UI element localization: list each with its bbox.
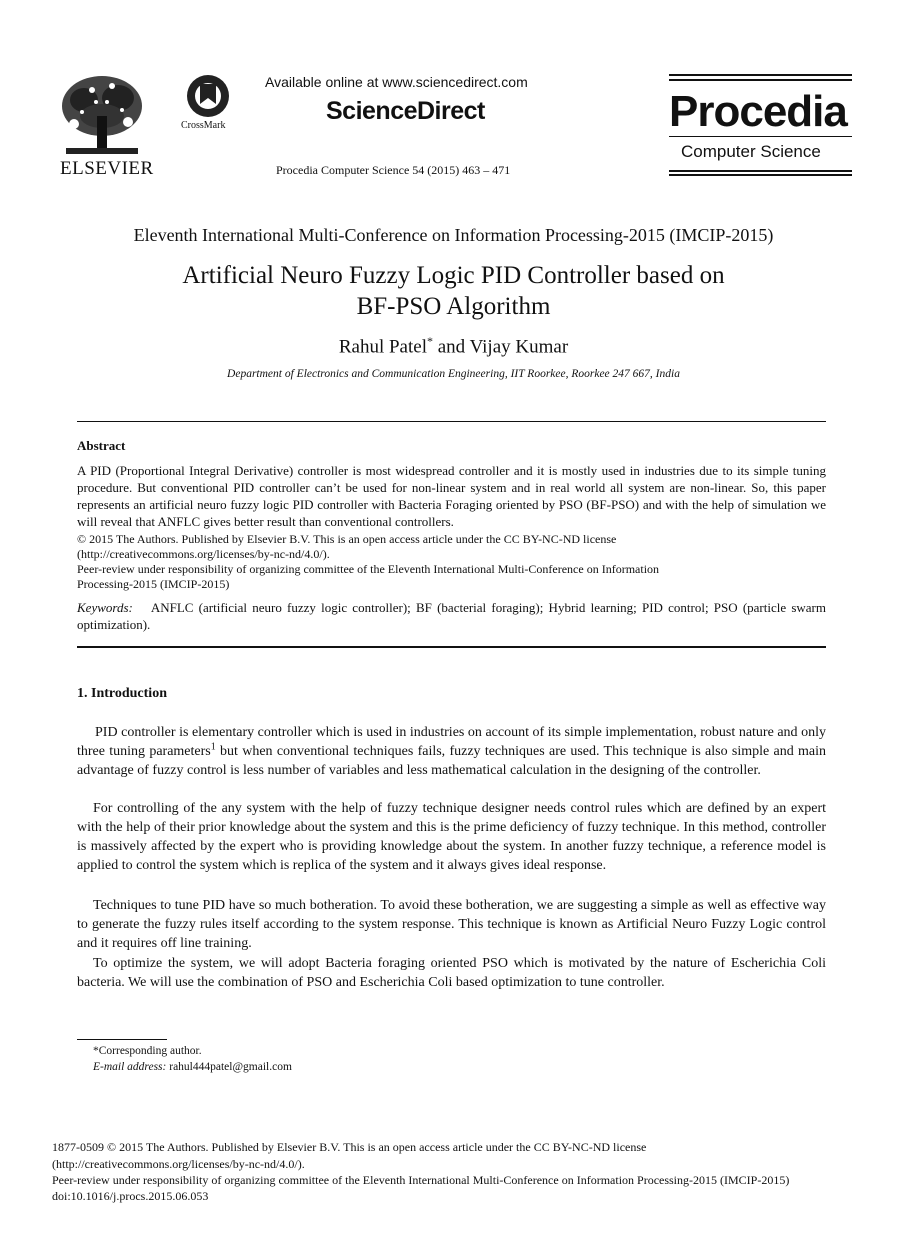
intro-paragraph-1-text-a: PID controller is elementary controller which is used in industries on account of its simple implementation, robust nature and only three tuning parameters (77, 725, 826, 759)
intro-paragraph-4: To optimize the system, we will adopt Bacteria foraging oriented PSO which is motivated by the nature of Escherichia Coli bacteria. We will use the combination of PSO and Escherichia Coli based optimization to tune controller. (77, 956, 826, 990)
email-note (93, 1061, 292, 1073)
intro-paragraph-1 (77, 723, 826, 780)
keywords (77, 599, 826, 633)
paper-title-line2: BF-PSO Algorithm (356, 293, 551, 320)
footer-license-link[interactable]: (http://creativecommons.org/licenses/by-nc-nd/4.0/). (52, 1157, 305, 1171)
footer-issn-line: 1877-0509 © 2015 The Authors. Published by Elsevier B.V. This is an open access article under the CC BY-NC-ND license (52, 1140, 647, 1154)
intro-paragraph-3: Techniques to tune PID have so much botheration. To avoid these botheration, we are suggesting a simple as well as effective way to generate the fuzzy rules itself according to the system response. This technique is known as Artificial Neuro Fuzzy Logic control and it requires off line training. (77, 898, 826, 951)
crossmark-label: CrossMark (181, 120, 226, 131)
procedia-logo (669, 74, 852, 176)
journal-reference: Procedia Computer Science 54 (2015) 463 – 471 (276, 163, 511, 177)
peer-review-line2: Processing-2015 (IMCIP-2015) (77, 577, 230, 591)
email-label: E-mail address: (93, 1061, 167, 1073)
conference-name: Eleventh International Multi-Conference on Information Processing-2015 (IMCIP-2015) (133, 225, 774, 245)
crossmark-badge[interactable] (178, 74, 238, 134)
keywords-label: Keywords: (77, 600, 133, 615)
author-1: Rahul Patel (338, 336, 427, 358)
elsevier-logo (52, 72, 152, 180)
paper-title-line1: Artificial Neuro Fuzzy Logic PID Controller based on (182, 262, 725, 289)
sciencedirect-wordmark: ScienceDirect (326, 97, 485, 125)
author-list (0, 334, 907, 358)
copyright-line1: © 2015 The Authors. Published by Elsevier B.V. This is an open access article under the CC BY-NC-ND license (77, 532, 617, 546)
abstract-heading: Abstract (77, 438, 126, 453)
available-online-link[interactable]: Available online at www.sciencedirect.com (265, 74, 528, 90)
footer-peer-review: Peer-review under responsibility of organizing committee of the Eleventh International Multi-Conference on Information Processing-2015 (IMCIP-2015) (52, 1173, 790, 1187)
footnote-rule (77, 1039, 167, 1040)
keywords-list: ANFLC (artificial neuro fuzzy logic controller); BF (bacterial foraging); Hybrid learning; PID control; PSO (particle swarm optimization). (77, 600, 826, 632)
corresponding-author-note: *Corresponding author. (93, 1045, 202, 1057)
footer-doi[interactable]: doi:10.1016/j.procs.2015.06.053 (52, 1189, 209, 1203)
section-heading-introduction: 1. Introduction (77, 686, 167, 701)
abstract-text: A PID (Proportional Integral Derivative) controller is most widespread controller and it is mostly used in industries due to its simple tuning procedure. But conventional PID controller can’t be used for non-linear system and in real world all system are non-linear. So, this paper represents an artificial neuro fuzzy logic PID controller with Bacteria Foraging oriented by PSO (BF-PSO) and with the help of simulation we will reveal that ANFLC gives better result than conventional controllers. (77, 463, 826, 529)
corresponding-marker: * (426, 334, 433, 348)
author-2: and Vijay Kumar (432, 336, 569, 358)
affiliation: Department of Electronics and Communication Engineering, IIT Roorkee, Roorkee 247 667, India (227, 368, 680, 380)
peer-review-line1: Peer-review under responsibility of organizing committee of the Eleventh International Multi-Conference on Information (77, 562, 660, 576)
elsevier-wordmark: ELSEVIER (60, 158, 154, 179)
footnote-ref-1[interactable]: 1 (210, 741, 216, 753)
top-divider (77, 421, 826, 422)
email-address[interactable]: rahul444patel@gmail.com (166, 1061, 292, 1073)
license-link[interactable]: (http://creativecommons.org/licenses/by-nc-nd/4.0/). (77, 547, 330, 561)
intro-paragraph-2: For controlling of the any system with the help of fuzzy technique designer needs control rules which are defined by an expert with the help of their prior knowledge about the system and this is the prime deficiency of fuzzy technique. In this method, controller is massively affected by the expert who is providing knowledge about the system. In another fuzzy technique, a reference model is applied to control the system which is replica of the system and it always gives ideal response. (77, 801, 826, 873)
intro-paragraph-1-text-b: but when conventional techniques fails, fuzzy techniques are used. This technique is also simple and main advantage of fuzzy control is less number of variables and less mathematical calculation in the designing of the controller. (77, 744, 826, 778)
procedia-wordmark: Procedia (669, 87, 847, 136)
bottom-divider (77, 646, 826, 648)
procedia-subtitle: Computer Science (681, 142, 821, 161)
crossmark-icon (178, 74, 238, 120)
